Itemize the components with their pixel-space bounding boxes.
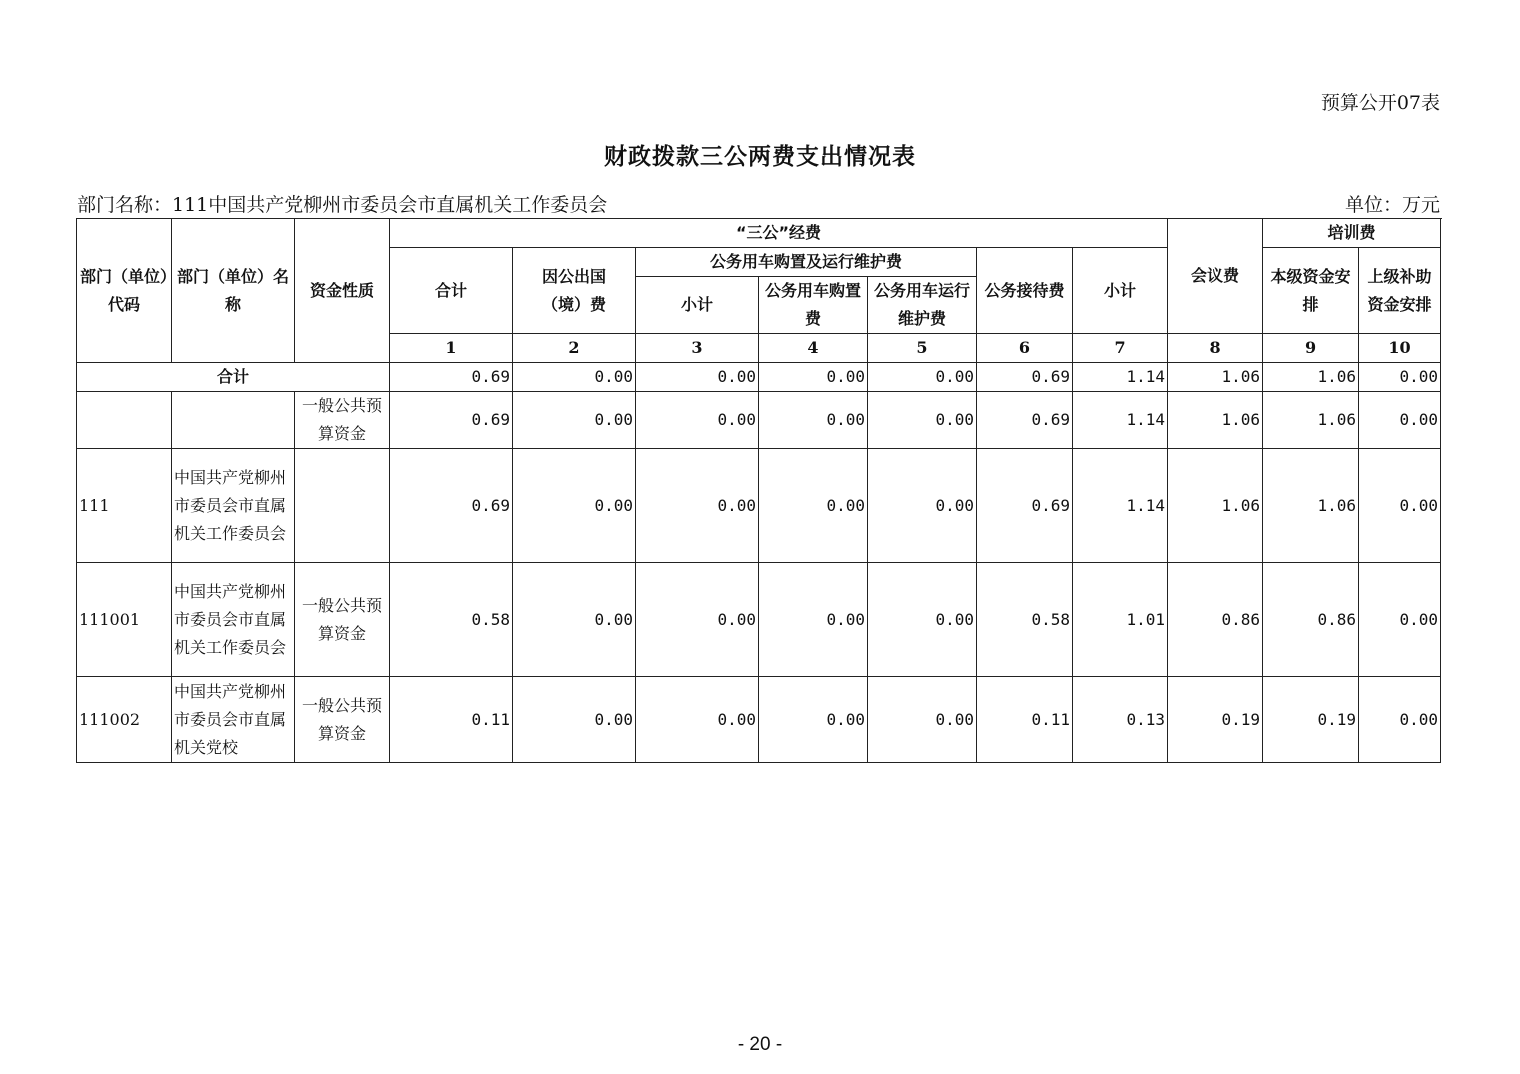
total-cell: 0.00 bbox=[1359, 363, 1441, 392]
col-number: 5 bbox=[868, 334, 977, 363]
row-cell: 0.00 bbox=[636, 677, 759, 763]
budget-table bbox=[76, 218, 1441, 763]
row-cell: 0.00 bbox=[868, 449, 977, 563]
row-cell: 1.01 bbox=[1073, 563, 1168, 677]
total-cell: 0.00 bbox=[868, 363, 977, 392]
row-cell: 0.13 bbox=[1073, 677, 1168, 763]
row-cell: 0.00 bbox=[636, 449, 759, 563]
table-row bbox=[77, 392, 1441, 449]
row-cell: 0.00 bbox=[759, 677, 868, 763]
header-vehicle-subtotal: 小计 bbox=[636, 277, 759, 334]
total-cell: 1.06 bbox=[1263, 363, 1359, 392]
total-cell: 1.06 bbox=[1168, 363, 1263, 392]
col-number: 3 bbox=[636, 334, 759, 363]
total-cell: 0.00 bbox=[759, 363, 868, 392]
total-cell: 1.14 bbox=[1073, 363, 1168, 392]
row-code: 111 bbox=[77, 449, 172, 563]
row-cell: 0.86 bbox=[1168, 563, 1263, 677]
header-training-subtotal: 小计 bbox=[1073, 248, 1168, 334]
row-cell: 0.00 bbox=[1359, 449, 1441, 563]
row-cell: 0.00 bbox=[1359, 677, 1441, 763]
row-cell: 0.69 bbox=[977, 392, 1073, 449]
col-number: 8 bbox=[1168, 334, 1263, 363]
row-cell: 0.00 bbox=[513, 563, 636, 677]
total-label: 合计 bbox=[77, 363, 390, 392]
table-row bbox=[77, 563, 1441, 677]
row-cell: 0.00 bbox=[1359, 392, 1441, 449]
total-cell: 0.00 bbox=[636, 363, 759, 392]
header-training-upper: 上级补助资金安排 bbox=[1359, 248, 1441, 334]
col-number: 9 bbox=[1263, 334, 1359, 363]
row-cell: 0.00 bbox=[868, 677, 977, 763]
row-code bbox=[77, 392, 172, 449]
header-sangong: “三公”经费 bbox=[390, 219, 1168, 248]
row-cell: 0.00 bbox=[636, 392, 759, 449]
header-vehicle: 公务用车购置及运行维护费 bbox=[636, 248, 977, 277]
row-cell: 0.69 bbox=[977, 449, 1073, 563]
row-cell: 0.69 bbox=[390, 449, 513, 563]
table-row bbox=[77, 677, 1441, 763]
row-cell: 1.06 bbox=[1263, 449, 1359, 563]
row-cell: 0.19 bbox=[1168, 677, 1263, 763]
header-dept-name: 部门（单位）名称 bbox=[172, 219, 295, 363]
row-cell: 0.00 bbox=[513, 392, 636, 449]
row-cell: 0.00 bbox=[759, 563, 868, 677]
col-number: 7 bbox=[1073, 334, 1168, 363]
row-cell: 1.06 bbox=[1263, 392, 1359, 449]
header-training-local: 本级资金安排 bbox=[1263, 248, 1359, 334]
row-cell: 1.06 bbox=[1168, 449, 1263, 563]
header-meeting: 会议费 bbox=[1168, 219, 1263, 334]
row-code: 111001 bbox=[77, 563, 172, 677]
header-row-1 bbox=[77, 219, 1441, 248]
row-cell: 0.00 bbox=[868, 563, 977, 677]
row-cell: 0.11 bbox=[390, 677, 513, 763]
total-row bbox=[77, 363, 1441, 392]
row-name: 中国共产党柳州市委员会市直属机关工作委员会 bbox=[172, 563, 295, 677]
row-cell: 0.19 bbox=[1263, 677, 1359, 763]
col-number: 4 bbox=[759, 334, 868, 363]
form-number: 预算公开07表 bbox=[1320, 92, 1440, 114]
row-cell: 0.86 bbox=[1263, 563, 1359, 677]
row-fund: 一般公共预算资金 bbox=[295, 392, 390, 449]
row-cell: 1.14 bbox=[1073, 449, 1168, 563]
total-cell: 0.69 bbox=[390, 363, 513, 392]
page-title: 财政拨款三公两费支出情况表 bbox=[604, 143, 916, 170]
header-abroad: 因公出国（境）费 bbox=[513, 248, 636, 334]
row-code: 111002 bbox=[77, 677, 172, 763]
row-cell: 0.00 bbox=[759, 392, 868, 449]
col-number: 2 bbox=[513, 334, 636, 363]
row-cell: 0.00 bbox=[868, 392, 977, 449]
row-name bbox=[172, 392, 295, 449]
header-fund-type: 资金性质 bbox=[295, 219, 390, 363]
header-training: 培训费 bbox=[1263, 219, 1441, 248]
row-fund bbox=[295, 449, 390, 563]
header-vehicle-purchase: 公务用车购置费 bbox=[759, 277, 868, 334]
row-cell: 1.14 bbox=[1073, 392, 1168, 449]
col-number: 1 bbox=[390, 334, 513, 363]
col-number: 10 bbox=[1359, 334, 1441, 363]
header-vehicle-maint: 公务用车运行维护费 bbox=[868, 277, 977, 334]
header-total: 合计 bbox=[390, 248, 513, 334]
department-name: 部门名称：111中国共产党柳州市委员会市直属机关工作委员会 bbox=[77, 194, 608, 216]
row-fund: 一般公共预算资金 bbox=[295, 563, 390, 677]
table-row bbox=[77, 449, 1441, 563]
row-cell: 0.00 bbox=[636, 563, 759, 677]
row-cell: 0.69 bbox=[390, 392, 513, 449]
page-number: - 20 - bbox=[737, 1034, 783, 1055]
row-cell: 0.58 bbox=[390, 563, 513, 677]
row-cell: 0.11 bbox=[977, 677, 1073, 763]
row-name: 中国共产党柳州市委员会市直属机关工作委员会 bbox=[172, 449, 295, 563]
total-cell: 0.69 bbox=[977, 363, 1073, 392]
row-cell: 1.06 bbox=[1168, 392, 1263, 449]
row-cell: 0.00 bbox=[513, 677, 636, 763]
row-cell: 0.00 bbox=[1359, 563, 1441, 677]
header-dept-code: 部门（单位）代码 bbox=[77, 219, 172, 363]
col-number: 6 bbox=[977, 334, 1073, 363]
row-cell: 0.00 bbox=[513, 449, 636, 563]
unit-label: 单位：万元 bbox=[1344, 194, 1440, 216]
total-cell: 0.00 bbox=[513, 363, 636, 392]
row-cell: 0.58 bbox=[977, 563, 1073, 677]
row-cell: 0.00 bbox=[759, 449, 868, 563]
row-name: 中国共产党柳州市委员会市直属机关党校 bbox=[172, 677, 295, 763]
row-fund: 一般公共预算资金 bbox=[295, 677, 390, 763]
header-reception: 公务接待费 bbox=[977, 248, 1073, 334]
